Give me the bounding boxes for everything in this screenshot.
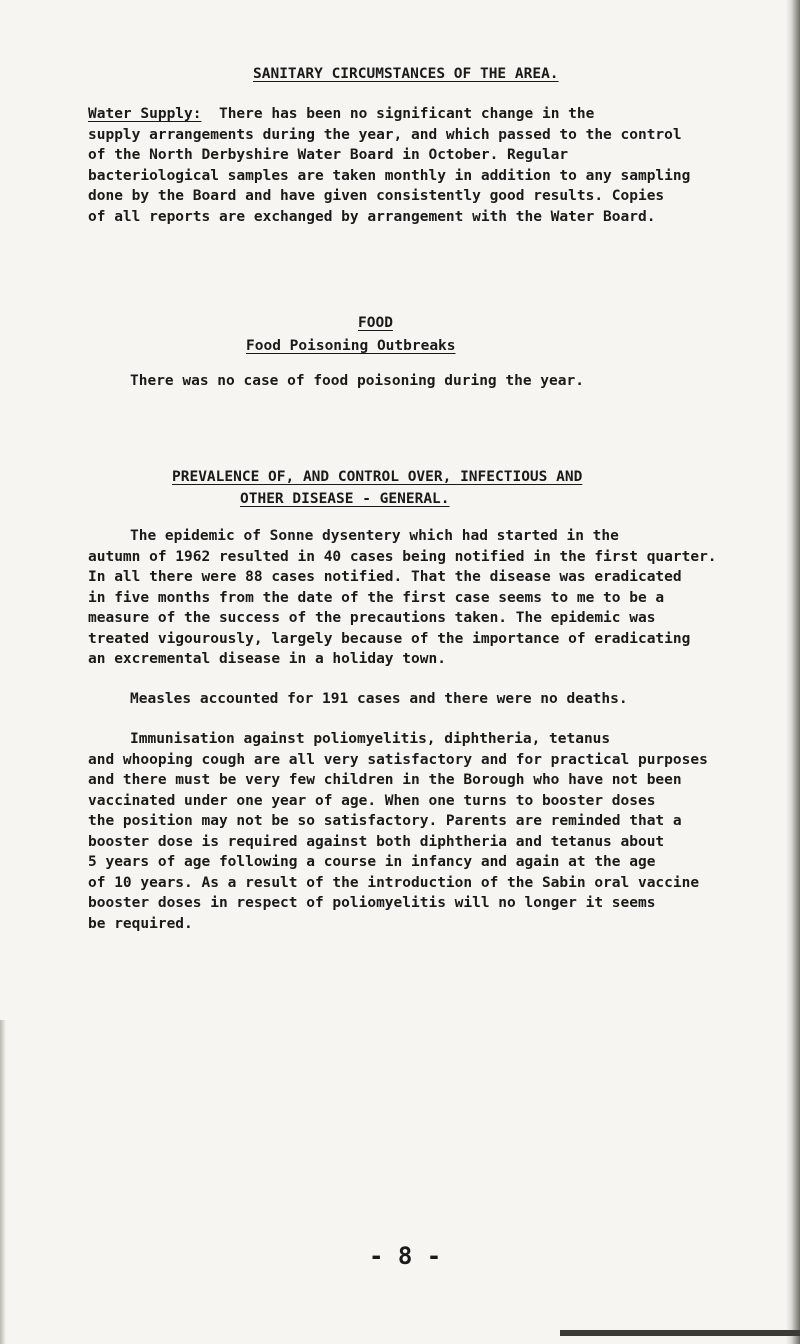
prevalence-para3-line: booster dose is required against both diphtheria and tetanus about: [88, 833, 665, 850]
prevalence-para3-line: and there must be very few children in the Borough who have not been: [88, 772, 682, 788]
prevalence-para1-line: an excremental disease in a holiday town.: [88, 651, 446, 667]
prevalence-para3-line: vaccinated under one year of age. When one turns to booster doses: [88, 792, 656, 809]
water-supply-line-0: Water Supply: There has been no significant change in the: [88, 106, 595, 122]
prevalence-para3-line: the position may not be so satisfactory. Parents are reminded that a: [88, 813, 682, 829]
water-supply-line: of the North Derbyshire Water Board in October. Regular: [88, 147, 569, 163]
food-text: There was no case of food poisoning during the year.: [130, 373, 584, 389]
page-edge-shadow-left: [0, 1020, 6, 1344]
water-supply-line: supply arrangements during the year, and which passed to the control: [88, 126, 682, 143]
water-supply-line: bacteriological samples are taken monthly in addition to any sampling: [88, 167, 691, 184]
food-heading: FOOD: [358, 315, 393, 331]
prevalence-para1-line: measure of the success of the precautions taken. The epidemic was: [88, 610, 656, 626]
prevalence-para1-line: treated vigourously, largely because of the importance of eradicating: [88, 630, 691, 647]
prevalence-heading-line1: PREVALENCE OF, AND CONTROL OVER, INFECTIOUS AND: [172, 469, 583, 485]
prevalence-para3-line: Immunisation against poliomyelitis, diphtheria, tetanus: [130, 731, 611, 747]
food-subheading: Food Poisoning Outbreaks: [246, 338, 456, 354]
prevalence-para3-line: be required.: [88, 915, 193, 932]
page-edge-shadow: [786, 0, 800, 1344]
prevalence-para3-line: of 10 years. As a result of the introduction of the Sabin oral vaccine: [88, 874, 700, 891]
prevalence-para1-line: autumn of 1962 resulted in 40 cases being notified in the first quarter.: [88, 548, 717, 565]
prevalence-para1-line: The epidemic of Sonne dysentery which had started in the: [130, 528, 619, 544]
prevalence-heading-line2: OTHER DISEASE - GENERAL.: [240, 491, 450, 507]
prevalence-para3-line: 5 years of age following a course in infancy and again at the age: [88, 854, 656, 870]
water-supply-label: Water Supply:: [88, 106, 202, 122]
scan-artifact-bar: [560, 1330, 800, 1336]
water-supply-line: of all reports are exchanged by arrangement with the Water Board.: [88, 208, 656, 225]
prevalence-para3-line: and whooping cough are all very satisfactory and for practical purposes: [88, 751, 708, 768]
prevalence-para1-line: In all there were 88 cases notified. That the disease was eradicated: [88, 569, 682, 585]
prevalence-para1-line: in five months from the date of the first case seems to me to be a: [88, 589, 665, 606]
water-supply-line: done by the Board and have given consistently good results. Copies: [88, 188, 665, 204]
prevalence-para2: Measles accounted for 191 cases and there were no deaths.: [130, 691, 628, 707]
prevalence-para3-line: booster doses in respect of poliomyelitis will no longer it seems: [88, 895, 656, 911]
page-number: - 8 -: [369, 1242, 442, 1270]
page-title: SANITARY CIRCUMSTANCES OF THE AREA.: [253, 66, 559, 82]
